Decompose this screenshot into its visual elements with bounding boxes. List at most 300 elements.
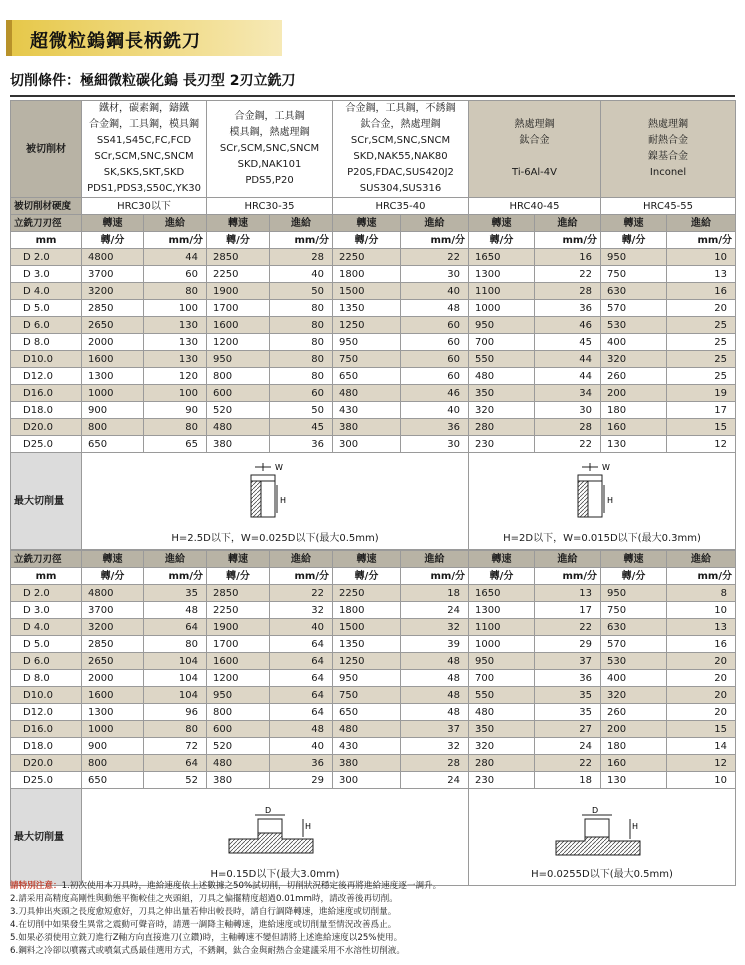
note-line: 2.請采用高精度高剛性與動態平衡較佳之夾頭組，刀具之偏擺精度超過0.01mm時，請改善後再切削。 — [10, 894, 398, 904]
feed-cell: 104 — [144, 670, 207, 687]
speed-header: 轉速 — [82, 551, 144, 568]
speed-cell: 130 — [601, 436, 667, 453]
table-row — [11, 772, 736, 789]
speed-cell: 750 — [601, 266, 667, 283]
diameter-cell: D 8.0 — [11, 670, 82, 687]
speed-header: 轉速 — [207, 215, 270, 232]
feed-cell: 60 — [144, 266, 207, 283]
cutting-table-side — [10, 100, 735, 550]
feed-cell: 80 — [144, 636, 207, 653]
speed-cell: 650 — [82, 436, 144, 453]
note-line: 6.鋼料之冷卻以噴霧式或噴氣式爲最佳選用方式，不銹鋼，鈦合金與耐熱合金建議采用不水溶性切削液。 — [10, 946, 405, 956]
diameter-cell: D 5.0 — [11, 636, 82, 653]
max-cut-label: 最大切削量 — [11, 453, 82, 550]
feed-cell: 48 — [270, 721, 333, 738]
feed-cell: 60 — [401, 351, 469, 368]
feed-cell: 80 — [144, 419, 207, 436]
speed-cell: 600 — [207, 385, 270, 402]
feed-cell: 60 — [401, 334, 469, 351]
speed-cell: 1600 — [82, 351, 144, 368]
d-mark: D — [592, 806, 599, 815]
rpm-unit: 轉/分 — [207, 568, 270, 585]
feed-cell: 15 — [667, 721, 736, 738]
speed-cell: 530 — [601, 317, 667, 334]
feed-cell: 17 — [535, 602, 601, 619]
feed-cell: 28 — [401, 755, 469, 772]
speed-cell: 650 — [333, 368, 401, 385]
feed-cell: 20 — [667, 704, 736, 721]
speed-cell: 950 — [333, 334, 401, 351]
speed-cell: 280 — [469, 755, 535, 772]
material-line: SS41,S45C,FC,FCD — [96, 135, 192, 146]
feed-cell: 100 — [144, 300, 207, 317]
speed-header: 轉速 — [82, 215, 144, 232]
material-cell — [333, 101, 469, 198]
max-cut-side-b — [469, 453, 736, 550]
material-line: 鈦合金 — [519, 135, 550, 146]
speed-cell: 950 — [207, 687, 270, 704]
speed-cell: 1250 — [333, 653, 401, 670]
speed-cell: 1250 — [333, 317, 401, 334]
table-row — [11, 602, 736, 619]
speed-cell: 1700 — [207, 300, 270, 317]
speed-cell: 480 — [469, 368, 535, 385]
speed-cell: 750 — [333, 351, 401, 368]
h-mark: H — [632, 822, 639, 831]
feed-cell: 10 — [667, 602, 736, 619]
w-mark: W — [602, 463, 610, 472]
speed-cell: 950 — [469, 653, 535, 670]
hardness-value: HRC40-45 — [469, 198, 601, 215]
feed-cell: 28 — [270, 249, 333, 266]
table-row — [11, 419, 736, 436]
rpm-unit: 轉/分 — [207, 232, 270, 249]
speed-cell: 1000 — [469, 636, 535, 653]
h-mark: H — [305, 822, 312, 831]
feed-cell: 19 — [667, 385, 736, 402]
speed-cell: 1600 — [82, 687, 144, 704]
speed-cell: 230 — [469, 436, 535, 453]
table-row — [11, 738, 736, 755]
diameter-cell: D 6.0 — [11, 317, 82, 334]
table-row — [11, 687, 736, 704]
feed-cell: 40 — [270, 266, 333, 283]
feed-cell: 16 — [667, 636, 736, 653]
speed-header: 轉速 — [601, 551, 667, 568]
speed-cell: 550 — [469, 687, 535, 704]
feed-cell: 130 — [144, 334, 207, 351]
rpm-unit: 轉/分 — [333, 568, 401, 585]
speed-cell: 1500 — [333, 619, 401, 636]
speed-cell: 320 — [601, 687, 667, 704]
feed-cell: 52 — [144, 772, 207, 789]
speed-cell: 200 — [601, 721, 667, 738]
speed-cell: 380 — [333, 419, 401, 436]
speed-cell: 400 — [601, 670, 667, 687]
speed-cell: 900 — [82, 402, 144, 419]
feed-cell: 39 — [401, 636, 469, 653]
feed-cell: 46 — [401, 385, 469, 402]
diameter-cell: D20.0 — [11, 755, 82, 772]
speed-cell: 1100 — [469, 619, 535, 636]
feed-cell: 36 — [270, 436, 333, 453]
feed-cell: 20 — [667, 300, 736, 317]
feed-cell: 13 — [667, 619, 736, 636]
page-subtitle: 切削條件：極細微粒碳化鎢 長刃型 2刃立銑刀 — [10, 73, 296, 89]
feed-header: 進給 — [667, 551, 736, 568]
hardness-value: HRC30-35 — [207, 198, 333, 215]
speed-cell: 280 — [469, 419, 535, 436]
speed-cell: 300 — [333, 436, 401, 453]
feed-cell: 16 — [535, 249, 601, 266]
diameter-label: 立銑刀刃徑 — [11, 551, 82, 568]
material-line: SK,SKS,SKT,SKD — [103, 167, 185, 178]
feed-cell: 36 — [270, 755, 333, 772]
feed-cell: 130 — [144, 351, 207, 368]
speed-cell: 1200 — [207, 334, 270, 351]
d-mark: D — [265, 806, 272, 815]
diameter-cell: D 8.0 — [11, 334, 82, 351]
diameter-cell: D20.0 — [11, 419, 82, 436]
feed-cell: 50 — [270, 402, 333, 419]
material-line: 鎳基合金 — [648, 151, 689, 162]
diameter-cell: D 4.0 — [11, 283, 82, 300]
table-row — [11, 653, 736, 670]
feed-cell: 16 — [667, 283, 736, 300]
speed-cell: 570 — [601, 636, 667, 653]
feed-cell: 25 — [667, 351, 736, 368]
feed-cell: 20 — [667, 687, 736, 704]
material-line: 鐵材，碳素鋼，鑄鐵 — [99, 103, 189, 114]
diameter-cell: D12.0 — [11, 368, 82, 385]
speed-cell: 180 — [601, 738, 667, 755]
material-cell — [469, 101, 601, 198]
feed-cell: 32 — [401, 738, 469, 755]
speed-cell: 800 — [207, 368, 270, 385]
feed-cell: 48 — [401, 300, 469, 317]
speed-cell: 520 — [207, 402, 270, 419]
speed-cell: 600 — [207, 721, 270, 738]
feed-cell: 36 — [535, 670, 601, 687]
speed-cell: 900 — [82, 738, 144, 755]
table-body — [11, 585, 736, 789]
material-line: 鈦合金，熱處理鋼 — [360, 119, 441, 130]
feed-cell: 64 — [270, 636, 333, 653]
table-body — [11, 249, 736, 453]
diameter-cell: D25.0 — [11, 772, 82, 789]
mm-label: mm — [11, 232, 82, 249]
speed-cell: 260 — [601, 704, 667, 721]
hardness-value: HRC35-40 — [333, 198, 469, 215]
material-line: SKD,NAK101 — [237, 159, 302, 170]
speed-cell: 2250 — [207, 602, 270, 619]
table-row — [11, 385, 736, 402]
mm-label: mm — [11, 568, 82, 585]
speed-cell: 380 — [207, 436, 270, 453]
material-line: SCr,SCM,SNC,SNCM — [350, 135, 451, 146]
feed-unit: mm/分 — [667, 568, 736, 585]
feed-cell: 64 — [144, 619, 207, 636]
feed-cell: 44 — [535, 368, 601, 385]
speed-cell: 180 — [601, 402, 667, 419]
speed-cell: 1000 — [82, 385, 144, 402]
speed-cell: 1300 — [82, 704, 144, 721]
feed-unit: mm/分 — [401, 568, 469, 585]
feed-cell: 25 — [667, 334, 736, 351]
feed-header: 進給 — [535, 551, 601, 568]
feed-unit: mm/分 — [535, 232, 601, 249]
material-line: Inconel — [649, 167, 687, 178]
speed-cell: 3200 — [82, 283, 144, 300]
material-line: PDS1,PDS3,S50C,YK30 — [87, 183, 201, 194]
speed-cell: 300 — [333, 772, 401, 789]
max-cut-caption: H=2.5D以下，W=0.025D以下(最大0.5mm) — [171, 533, 379, 544]
feed-cell: 13 — [535, 585, 601, 602]
feed-unit: mm/分 — [270, 568, 333, 585]
hardness-value: HRC30以下 — [82, 198, 207, 215]
table-row — [11, 300, 736, 317]
speed-cell: 700 — [469, 670, 535, 687]
header-row — [11, 215, 736, 232]
hardness-row — [11, 198, 736, 215]
speed-cell: 200 — [601, 385, 667, 402]
speed-cell: 2250 — [333, 249, 401, 266]
feed-cell: 28 — [535, 283, 601, 300]
feed-unit: mm/分 — [667, 232, 736, 249]
feed-cell: 40 — [270, 619, 333, 636]
speed-cell: 350 — [469, 385, 535, 402]
slot-cut-diagram — [225, 805, 325, 861]
feed-cell: 90 — [144, 402, 207, 419]
speed-cell: 380 — [207, 772, 270, 789]
speed-cell: 1800 — [333, 266, 401, 283]
material-line: SCr,SCM,SNC,SNCM — [94, 151, 194, 162]
material-line: 熱處理鋼 — [514, 119, 555, 130]
speed-cell: 260 — [601, 368, 667, 385]
feed-cell: 13 — [667, 266, 736, 283]
material-line: PDS5,P20 — [245, 175, 294, 186]
max-cut-caption: H=2D以下，W=0.015D以下(最大0.3mm) — [503, 533, 701, 544]
speed-cell: 380 — [333, 755, 401, 772]
feed-cell: 22 — [535, 619, 601, 636]
table-row — [11, 636, 736, 653]
feed-cell: 37 — [535, 653, 601, 670]
feed-cell: 60 — [401, 368, 469, 385]
speed-cell: 1200 — [207, 670, 270, 687]
diameter-cell: D16.0 — [11, 721, 82, 738]
feed-cell: 48 — [144, 602, 207, 619]
speed-cell: 230 — [469, 772, 535, 789]
speed-cell: 1650 — [469, 585, 535, 602]
speed-header: 轉速 — [207, 551, 270, 568]
feed-cell: 18 — [535, 772, 601, 789]
diameter-label: 立銑刀刃徑 — [11, 215, 82, 232]
feed-header: 進給 — [144, 215, 207, 232]
feed-cell: 60 — [270, 385, 333, 402]
speed-cell: 1350 — [333, 300, 401, 317]
speed-cell: 530 — [601, 653, 667, 670]
feed-cell: 80 — [270, 334, 333, 351]
feed-cell: 130 — [144, 317, 207, 334]
speed-cell: 1600 — [207, 317, 270, 334]
feed-cell: 12 — [667, 755, 736, 772]
feed-cell: 28 — [535, 419, 601, 436]
speed-cell: 430 — [333, 402, 401, 419]
diameter-cell: D 6.0 — [11, 653, 82, 670]
feed-cell: 12 — [667, 436, 736, 453]
feed-cell: 104 — [144, 687, 207, 704]
feed-cell: 64 — [270, 670, 333, 687]
feed-cell: 48 — [401, 653, 469, 670]
max-cut-row — [11, 789, 736, 886]
table-row — [11, 317, 736, 334]
feed-cell: 32 — [401, 619, 469, 636]
speed-cell: 800 — [82, 755, 144, 772]
speed-cell: 480 — [207, 419, 270, 436]
speed-cell: 1900 — [207, 619, 270, 636]
speed-cell: 1350 — [333, 636, 401, 653]
speed-cell: 3700 — [82, 602, 144, 619]
material-line: 合金鋼，工具鋼 — [234, 111, 305, 122]
speed-cell: 1300 — [469, 266, 535, 283]
feed-cell: 36 — [401, 419, 469, 436]
hardness-label: 被切削材硬度 — [11, 198, 82, 215]
feed-cell: 44 — [144, 249, 207, 266]
unit-row — [11, 568, 736, 585]
max-cut-row — [11, 453, 736, 550]
feed-cell: 17 — [667, 402, 736, 419]
speed-cell: 550 — [469, 351, 535, 368]
speed-cell: 2850 — [207, 585, 270, 602]
speed-cell: 2650 — [82, 317, 144, 334]
feed-cell: 25 — [667, 317, 736, 334]
feed-cell: 80 — [270, 300, 333, 317]
rpm-unit: 轉/分 — [601, 568, 667, 585]
speed-cell: 700 — [469, 334, 535, 351]
speed-header: 轉速 — [333, 215, 401, 232]
feed-cell: 27 — [535, 721, 601, 738]
material-cell — [82, 101, 207, 198]
feed-cell: 24 — [401, 602, 469, 619]
speed-cell: 480 — [333, 385, 401, 402]
feed-cell: 8 — [667, 585, 736, 602]
feed-cell: 20 — [667, 670, 736, 687]
diameter-cell: D 3.0 — [11, 266, 82, 283]
material-cell — [207, 101, 333, 198]
feed-cell: 80 — [270, 368, 333, 385]
feed-cell: 40 — [270, 738, 333, 755]
max-cut-slot-b — [469, 789, 736, 886]
cutting-table-slot — [10, 550, 735, 886]
diameter-cell: D 2.0 — [11, 249, 82, 266]
speed-cell: 1800 — [333, 602, 401, 619]
feed-cell: 65 — [144, 436, 207, 453]
feed-cell: 96 — [144, 704, 207, 721]
rpm-unit: 轉/分 — [469, 232, 535, 249]
feed-header: 進給 — [401, 215, 469, 232]
diameter-cell: D18.0 — [11, 738, 82, 755]
diameter-cell: D10.0 — [11, 351, 82, 368]
speed-header: 轉速 — [469, 215, 535, 232]
table-row — [11, 334, 736, 351]
w-mark: W — [275, 463, 283, 472]
side-cut-diagram — [245, 461, 305, 525]
material-line: SKD,NAK55,NAK80 — [353, 151, 448, 162]
h-mark: H — [607, 496, 614, 505]
diameter-cell: D12.0 — [11, 704, 82, 721]
material-line: 合金鋼，工具鋼，不銹鋼 — [345, 103, 456, 114]
rpm-unit: 轉/分 — [82, 232, 144, 249]
feed-cell: 46 — [535, 317, 601, 334]
diameter-cell: D25.0 — [11, 436, 82, 453]
max-cut-slot-a — [82, 789, 469, 886]
speed-cell: 950 — [333, 670, 401, 687]
speed-cell: 750 — [333, 687, 401, 704]
feed-cell: 45 — [270, 419, 333, 436]
note-line: 5.如果必須使用立銑刀進行Z軸方向直接進刀(立鑽)時，主軸轉速不變但請將上述進給速度以25%使用。 — [10, 933, 403, 943]
feed-cell: 24 — [401, 772, 469, 789]
feed-cell: 32 — [270, 602, 333, 619]
feed-cell: 64 — [270, 653, 333, 670]
feed-unit: mm/分 — [535, 568, 601, 585]
feed-cell: 24 — [535, 738, 601, 755]
material-label: 被切削材 — [11, 101, 82, 198]
feed-cell: 40 — [401, 402, 469, 419]
feed-cell: 50 — [270, 283, 333, 300]
feed-cell: 48 — [401, 704, 469, 721]
material-row — [11, 101, 736, 198]
speed-cell: 800 — [207, 704, 270, 721]
speed-cell: 800 — [82, 419, 144, 436]
speed-cell: 430 — [333, 738, 401, 755]
feed-cell: 10 — [667, 772, 736, 789]
notes — [10, 880, 735, 958]
speed-cell: 650 — [333, 704, 401, 721]
feed-cell: 18 — [401, 585, 469, 602]
speed-cell: 2250 — [207, 266, 270, 283]
material-line: 耐熱合金 — [648, 135, 689, 146]
feed-cell: 30 — [401, 436, 469, 453]
diameter-cell: D 3.0 — [11, 602, 82, 619]
speed-cell: 2650 — [82, 653, 144, 670]
table-row — [11, 704, 736, 721]
speed-cell: 520 — [207, 738, 270, 755]
table-row — [11, 402, 736, 419]
feed-cell: 29 — [535, 636, 601, 653]
speed-cell: 2850 — [207, 249, 270, 266]
feed-cell: 40 — [401, 283, 469, 300]
table-row — [11, 351, 736, 368]
speed-cell: 1600 — [207, 653, 270, 670]
note-line — [10, 880, 735, 893]
feed-cell: 64 — [144, 755, 207, 772]
speed-cell: 1000 — [82, 721, 144, 738]
speed-cell: 1300 — [82, 368, 144, 385]
feed-header: 進給 — [535, 215, 601, 232]
table-row — [11, 619, 736, 636]
table-row — [11, 249, 736, 266]
speed-cell: 750 — [601, 602, 667, 619]
feed-cell: 48 — [401, 670, 469, 687]
feed-cell: 48 — [401, 687, 469, 704]
material-line: SCr,SCM,SNC,SNCM — [219, 143, 320, 154]
h-mark: H — [280, 496, 287, 505]
feed-cell: 80 — [144, 721, 207, 738]
speed-header: 轉速 — [333, 551, 401, 568]
speed-cell: 950 — [469, 317, 535, 334]
table-row — [11, 670, 736, 687]
feed-cell: 104 — [144, 653, 207, 670]
